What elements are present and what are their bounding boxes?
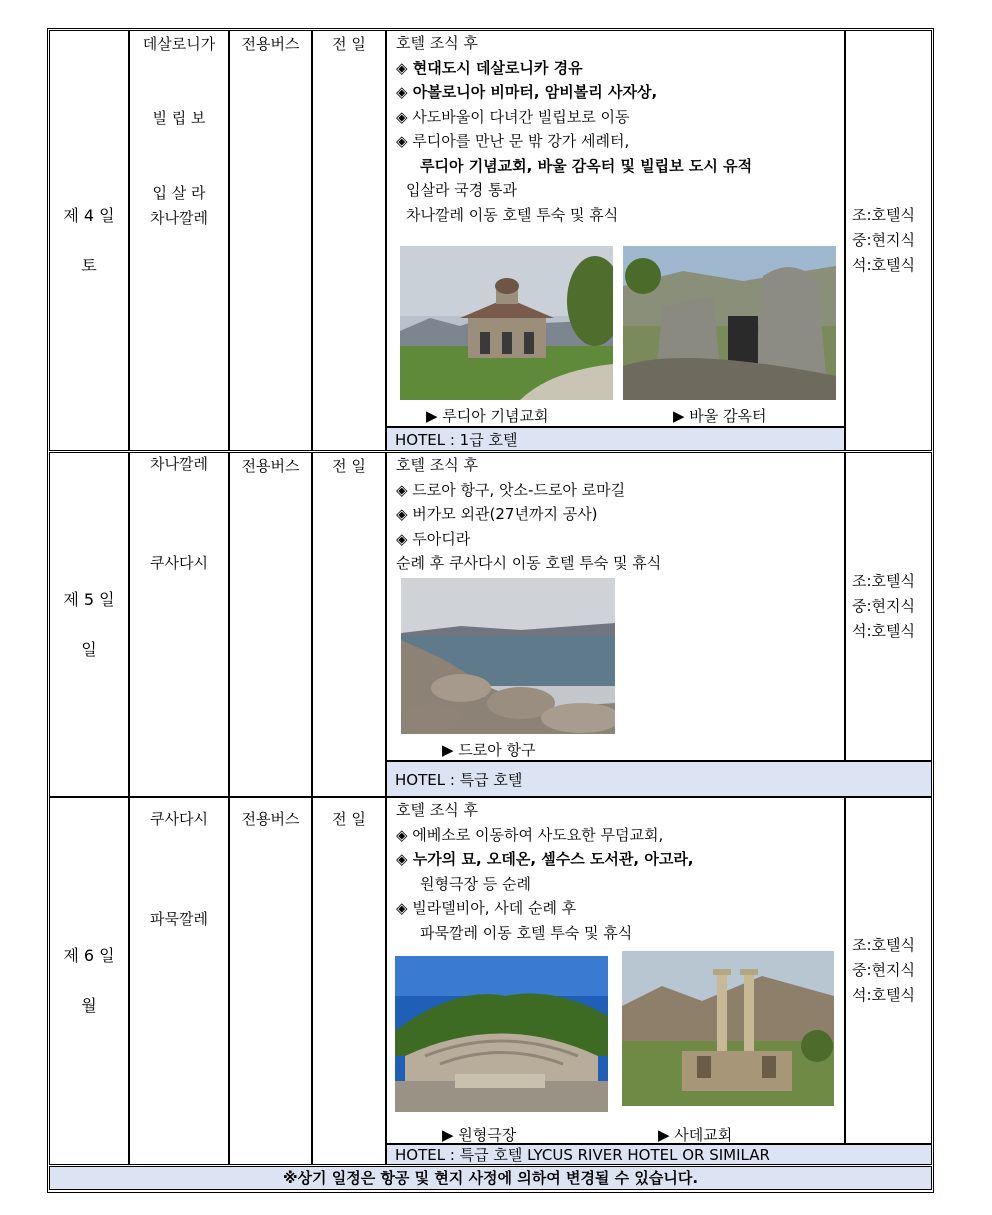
place: 쿠사다시 bbox=[150, 554, 208, 572]
meal: 조:호텔식 bbox=[852, 572, 916, 590]
day-5-places-cell bbox=[129, 452, 229, 797]
schedule-line: ◈ 에베소로 이동하여 사도요한 무덤교회, bbox=[396, 825, 664, 844]
schedule-line: ◈ 버가모 외관(27년까지 공사) bbox=[396, 505, 598, 523]
day-5-meals-cell bbox=[845, 452, 932, 761]
caption: ▶ 드로아 항구 bbox=[442, 741, 536, 759]
date: 전 일 bbox=[332, 810, 366, 828]
photo-sardis-church bbox=[622, 951, 834, 1106]
day-label: 제 6 일 bbox=[63, 946, 115, 965]
day-6-meals-cell bbox=[845, 797, 932, 1144]
day-6-transport-cell bbox=[229, 797, 312, 1165]
caption: ▶ 바울 감옥터 bbox=[673, 407, 767, 425]
day-6-hotel: HOTEL : 특급 호텔 LYCUS RIVER HOTEL OR SIMILAR bbox=[386, 1144, 932, 1165]
meal: 중:현지식 bbox=[852, 231, 916, 249]
day-4-date-cell bbox=[312, 30, 386, 451]
schedule-line: 루디아 기념교회, 바울 감옥터 및 빌립보 도시 유적 bbox=[420, 156, 753, 175]
date: 전 일 bbox=[332, 457, 366, 475]
day-4-label-cell bbox=[49, 30, 129, 451]
meal: 중:현지식 bbox=[852, 961, 916, 979]
schedule-line: ◈ 현대도시 데살로니카 경유 bbox=[396, 58, 583, 77]
meal: 조:호텔식 bbox=[852, 936, 916, 954]
place: 쿠사다시 bbox=[150, 810, 208, 828]
place: 입 살 라 bbox=[152, 184, 206, 202]
day-5-date-cell bbox=[312, 452, 386, 797]
schedule-line: 원형극장 등 순례 bbox=[420, 874, 531, 893]
day-6-date-cell bbox=[312, 797, 386, 1165]
photo-great-theatre bbox=[395, 956, 608, 1112]
place: 빌 립 보 bbox=[152, 109, 206, 127]
day-label: 제 4 일 bbox=[63, 205, 115, 225]
schedule-line: ◈ 루디아를 만난 문 밖 강가 세례터, bbox=[396, 132, 630, 150]
caption: ▶ 원형극장 bbox=[442, 1126, 517, 1144]
day-4-hotel: HOTEL : 1급 호텔 bbox=[386, 427, 845, 451]
place: 차나깔레 bbox=[150, 455, 208, 473]
day-6-label-cell bbox=[49, 797, 129, 1165]
schedule-change-note: ※상기 일정은 항공 및 현지 사정에 의하여 변경될 수 있습니다. bbox=[49, 1166, 932, 1190]
place: 데살로니가 bbox=[142, 35, 216, 53]
meal: 석:호텔식 bbox=[852, 986, 916, 1004]
photo-lydia-church bbox=[400, 246, 613, 400]
place: 파묵깔레 bbox=[150, 910, 208, 928]
day-6-places-cell bbox=[129, 797, 229, 1165]
schedule-line: ◈ 아볼로니아 비마터, 암비볼리 사자상, bbox=[396, 83, 658, 101]
schedule-line: 차나깔레 이동 호텔 투숙 및 휴식 bbox=[406, 205, 619, 224]
schedule-line: ◈ 누가의 묘, 오데온, 셀수스 도서관, 아고라, bbox=[396, 850, 694, 868]
transport: 전용버스 bbox=[241, 35, 300, 53]
day-4-places-cell bbox=[129, 30, 229, 451]
day-5-transport-cell bbox=[229, 452, 312, 797]
photo-troas-harbor bbox=[401, 578, 615, 734]
schedule-line: 호텔 조식 후 bbox=[396, 456, 478, 474]
weekday: 월 bbox=[81, 996, 97, 1015]
day-label: 제 5 일 bbox=[63, 589, 115, 609]
schedule-line: 입살라 국경 통과 bbox=[406, 181, 517, 199]
schedule-line: 호텔 조식 후 bbox=[396, 801, 478, 819]
place: 차나깔레 bbox=[150, 209, 208, 227]
meal: 조:호텔식 bbox=[852, 206, 916, 224]
transport: 전용버스 bbox=[241, 810, 300, 828]
caption: ▶ 사데교회 bbox=[658, 1126, 733, 1144]
meal: 석:호텔식 bbox=[852, 622, 916, 640]
day-5-hotel: HOTEL : 특급 호텔 bbox=[386, 761, 932, 797]
day-5-label-cell bbox=[49, 452, 129, 797]
schedule-line: ◈ 드로아 항구, 앗소-드로아 로마길 bbox=[396, 480, 626, 499]
schedule-line: ◈ 두아디라 bbox=[396, 529, 471, 548]
caption: ▶ 루디아 기념교회 bbox=[426, 407, 549, 425]
date: 전 일 bbox=[332, 35, 366, 53]
schedule-line: ◈ 빌라델비아, 사데 순례 후 bbox=[396, 899, 577, 917]
transport: 전용버스 bbox=[241, 457, 300, 475]
meal: 중:현지식 bbox=[852, 597, 916, 615]
schedule-line: 파묵깔레 이동 호텔 투숙 및 휴식 bbox=[420, 923, 633, 942]
photo-paul-prison bbox=[623, 246, 836, 400]
day-4-transport-cell bbox=[229, 30, 312, 451]
weekday: 일 bbox=[81, 639, 97, 659]
schedule-line: 호텔 조식 후 bbox=[396, 34, 478, 52]
day-4-meals-cell bbox=[845, 30, 932, 451]
schedule-line: ◈ 사도바울이 다녀간 빌립보로 이동 bbox=[396, 107, 630, 126]
meal: 석:호텔식 bbox=[852, 256, 916, 274]
schedule-line: 순례 후 쿠사다시 이동 호텔 투숙 및 휴식 bbox=[396, 554, 662, 572]
weekday: 토 bbox=[81, 255, 97, 275]
